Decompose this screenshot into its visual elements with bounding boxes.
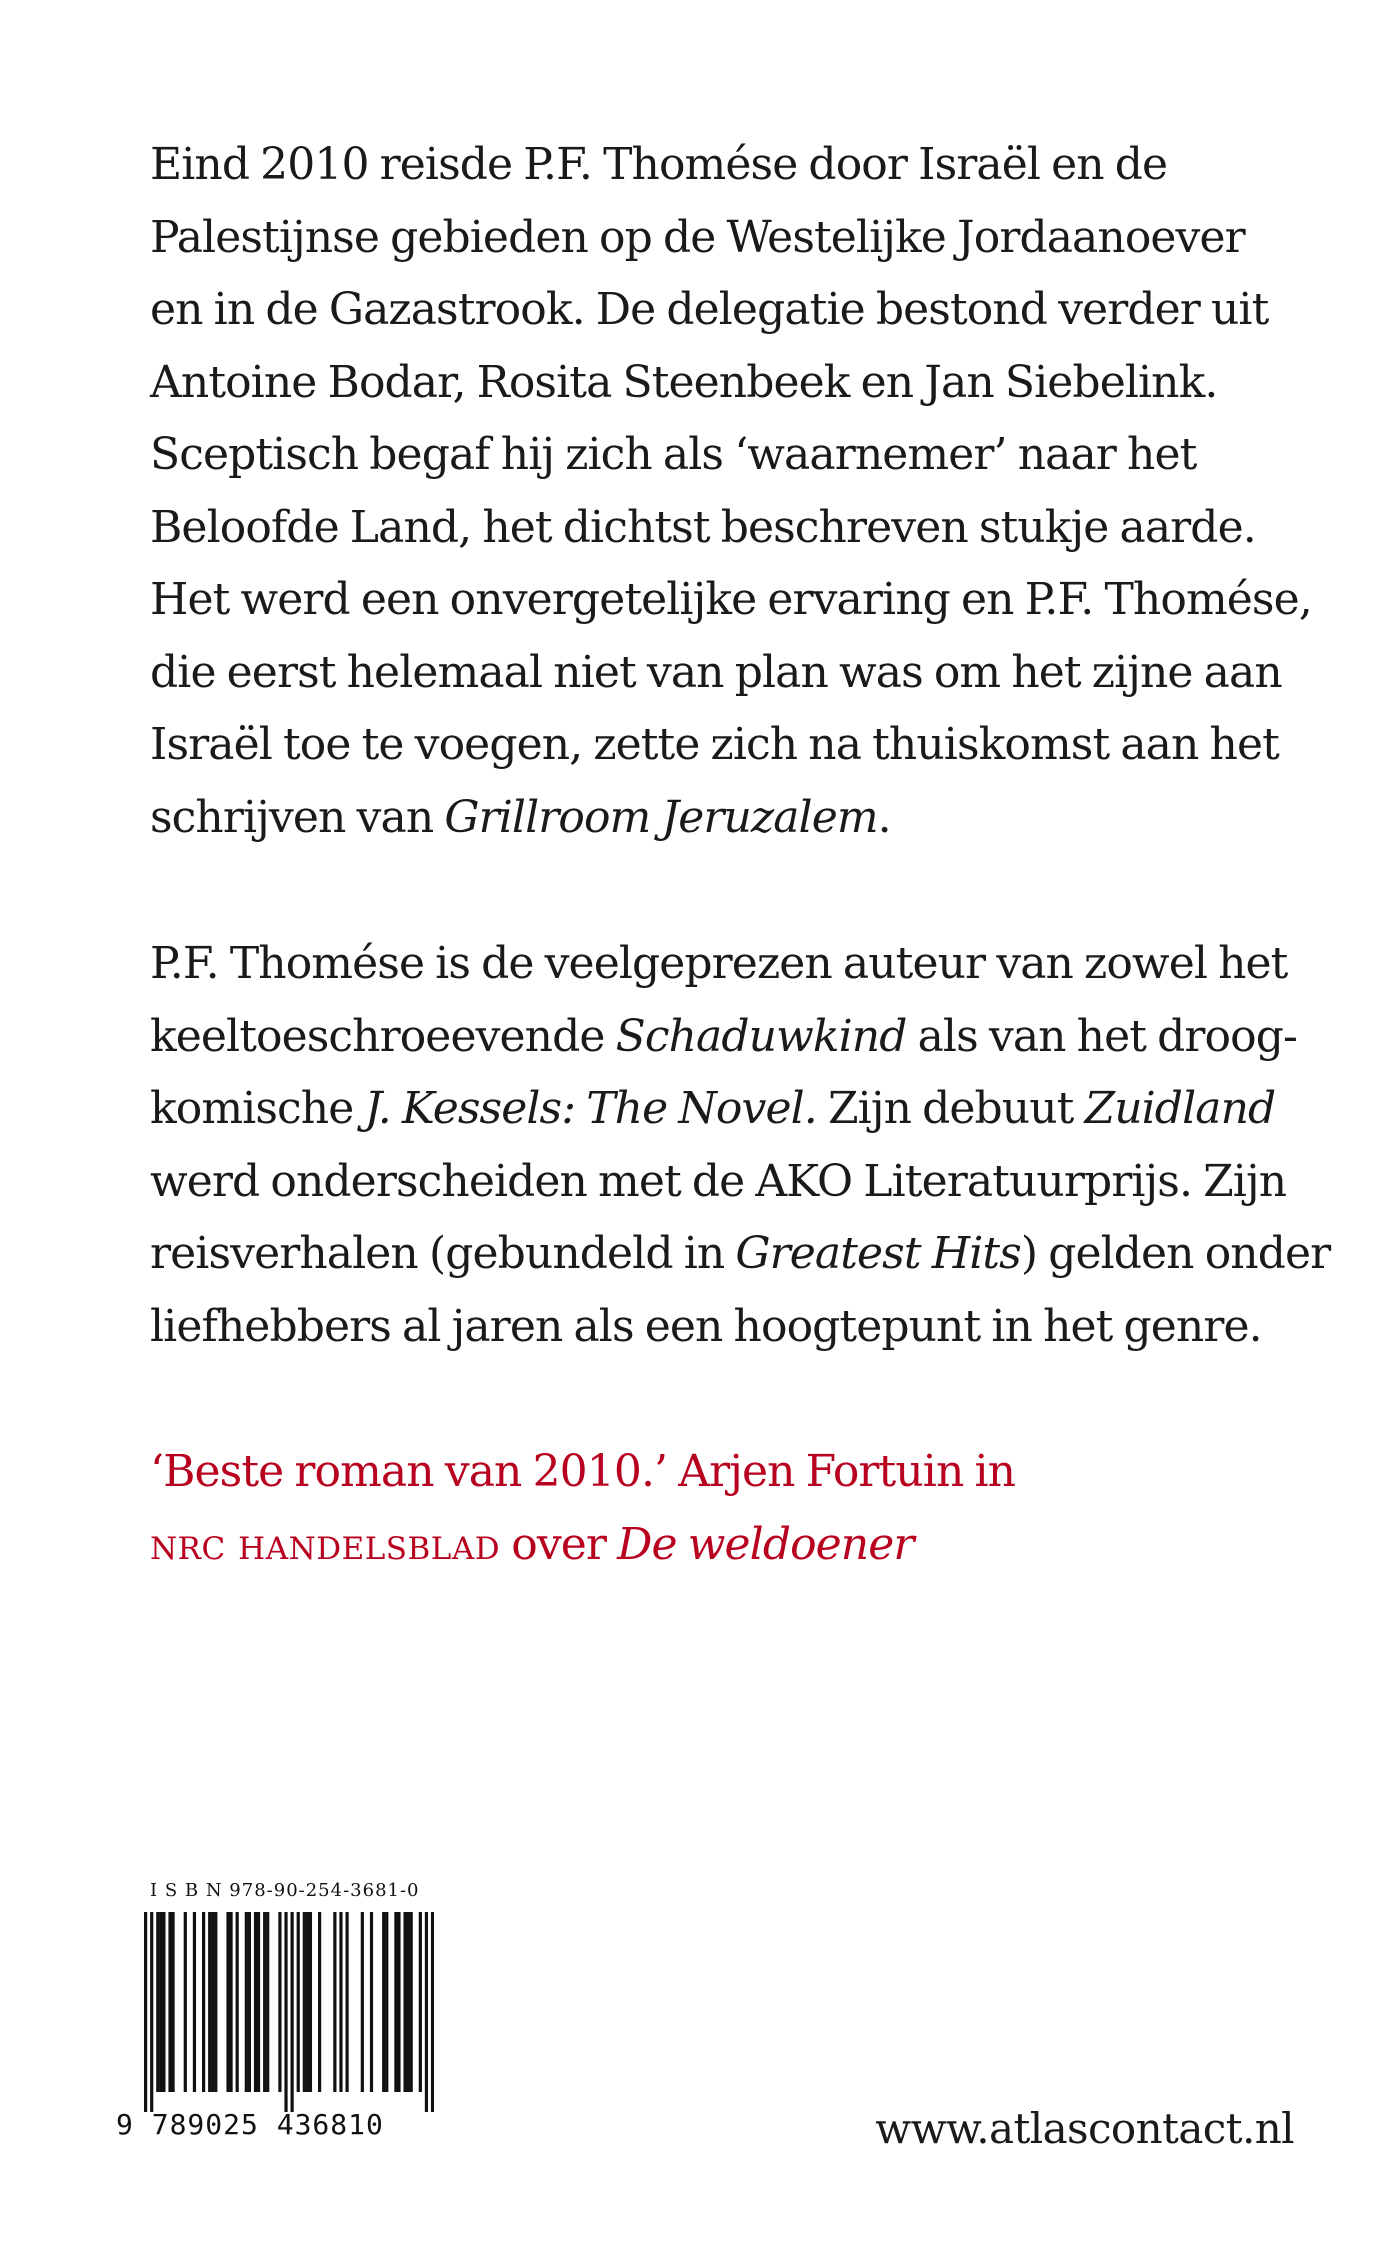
barcode-bar xyxy=(318,1912,321,2092)
author-line: P.F. Thomése is de veelgeprezen auteur van zowel het xyxy=(150,938,1288,989)
barcode-bar xyxy=(236,1912,239,2092)
barcode-bar xyxy=(410,1912,413,2092)
author-line xyxy=(150,1001,1300,1074)
barcode-bar xyxy=(403,1912,406,2092)
line-prefix: reisverhalen (gebundeld in xyxy=(150,1228,736,1279)
barcode-bar xyxy=(263,1912,266,2092)
barcode xyxy=(144,1912,434,2112)
barcode-bar xyxy=(309,1912,312,2092)
publisher-website: www.atlascontact.nl xyxy=(875,2104,1294,2153)
description-line: Antoine Bodar, Rosita Steenbeek en Jan Siebelink. xyxy=(150,356,1218,408)
barcode-bar xyxy=(382,1912,385,2092)
barcode-bar xyxy=(397,1912,400,2092)
author-paragraph xyxy=(150,928,1331,1363)
quote-line: ‘Beste roman van 2010.’ Arjen Fortuin in xyxy=(150,1446,1016,1497)
author-line xyxy=(150,1073,1300,1146)
barcode-bar xyxy=(254,1912,257,2092)
barcode-bar xyxy=(284,1912,287,2112)
book-title-grillroom: Grillroom Jeruzalem xyxy=(444,791,878,843)
barcode-bar xyxy=(339,1912,342,2092)
barcode-bar xyxy=(297,1912,300,2092)
barcode-bar xyxy=(184,1912,187,2092)
barcode-bar xyxy=(193,1912,196,2092)
book-title-zuidland: Zuidland xyxy=(1084,1083,1276,1134)
barcode-bar xyxy=(431,1912,434,2112)
barcode-bar xyxy=(394,1912,397,2092)
book-title-weldoener: De weldoener xyxy=(617,1518,914,1570)
author-line xyxy=(150,1218,1331,1291)
line-prefix: komische xyxy=(150,1083,365,1134)
line-prefix: schrijven van xyxy=(150,791,445,843)
book-title-kessels: J. Kessels: The Novel. xyxy=(364,1083,817,1134)
line-middle: Zijn debuut xyxy=(816,1083,1085,1134)
barcode-bar xyxy=(245,1912,248,2092)
barcode-digits: 9 789025 436810 xyxy=(116,2108,384,2141)
description-line: Sceptisch begaf hij zich als ‘waarnemer’ naar het xyxy=(150,429,1197,480)
barcode-bar xyxy=(162,1912,165,2092)
description-line: Palestijnse gebieden op de Westelijke Jordaanoever xyxy=(150,211,1245,263)
book-title-schaduwkind: Schaduwkind xyxy=(615,1010,907,1062)
author-line: werd onderscheiden met de AKO Literatuurprijs. Zijn xyxy=(150,1155,1287,1207)
barcode-bar xyxy=(278,1912,281,2092)
barcode-bar xyxy=(345,1912,348,2092)
barcode-bar xyxy=(407,1912,410,2092)
barcode-bar xyxy=(150,1912,153,2112)
line-suffix: als van het droog- xyxy=(906,1010,1297,1062)
quote-over: over xyxy=(500,1518,618,1570)
description-line: en in de Gazastrook. De delegatie bestond verder uit xyxy=(150,284,1269,335)
barcode-bar xyxy=(248,1912,251,2092)
description-line: Het werd een onvergetelijke ervaring en P.F. Thomése, xyxy=(150,574,1312,625)
barcode-bar xyxy=(370,1912,373,2092)
press-quote xyxy=(150,1436,1300,1581)
barcode-bar xyxy=(361,1912,364,2092)
book-title-greatest-hits: Greatest Hits xyxy=(735,1228,1021,1279)
barcode-bar xyxy=(291,1912,294,2112)
description-line: die eerst helemaal niet van plan was om het zijne aan xyxy=(150,646,1282,698)
barcode-bar xyxy=(425,1912,428,2112)
line-prefix: keeltoeschroeevende xyxy=(150,1010,616,1062)
line-suffix: . xyxy=(877,791,891,843)
newspaper-name: nrc handelsblad xyxy=(150,1518,501,1570)
author-line: liefhebbers al jaren als een hoogtepunt in het genre. xyxy=(150,1300,1262,1352)
description-line-last xyxy=(150,782,1300,855)
barcode-bar xyxy=(303,1912,306,2092)
barcode-bar xyxy=(229,1912,232,2092)
barcode-bar xyxy=(214,1912,217,2092)
barcode-bar xyxy=(266,1912,269,2092)
barcode-bar xyxy=(333,1912,336,2092)
barcode-bar xyxy=(202,1912,205,2092)
barcode-bar xyxy=(208,1912,211,2092)
barcode-bar xyxy=(257,1912,260,2092)
description-line: Beloofde Land, het dichtst beschreven stukje aarde. xyxy=(150,501,1256,553)
barcode-bar xyxy=(171,1912,174,2092)
barcode-bar xyxy=(168,1912,171,2092)
quote-source-line xyxy=(150,1509,1300,1582)
barcode-bar xyxy=(159,1912,162,2092)
description-line: Israël toe te voegen, zette zich na thuiskomst aan het xyxy=(150,719,1279,770)
barcode-bar xyxy=(306,1912,309,2092)
barcode-bar xyxy=(211,1912,214,2092)
isbn-label: I S B N 978-90-254-3681-0 xyxy=(150,1880,420,1901)
line-suffix: ) gelden onder xyxy=(1020,1228,1331,1279)
barcode-bar xyxy=(156,1912,159,2092)
description-line: Eind 2010 reisde P.F. Thomése door Israël en de xyxy=(150,139,1168,190)
barcode-bar xyxy=(385,1912,388,2092)
barcode-bar xyxy=(226,1912,229,2092)
barcode-bar xyxy=(144,1912,147,2112)
description-paragraph xyxy=(150,129,1312,854)
barcode-bar xyxy=(419,1912,422,2092)
